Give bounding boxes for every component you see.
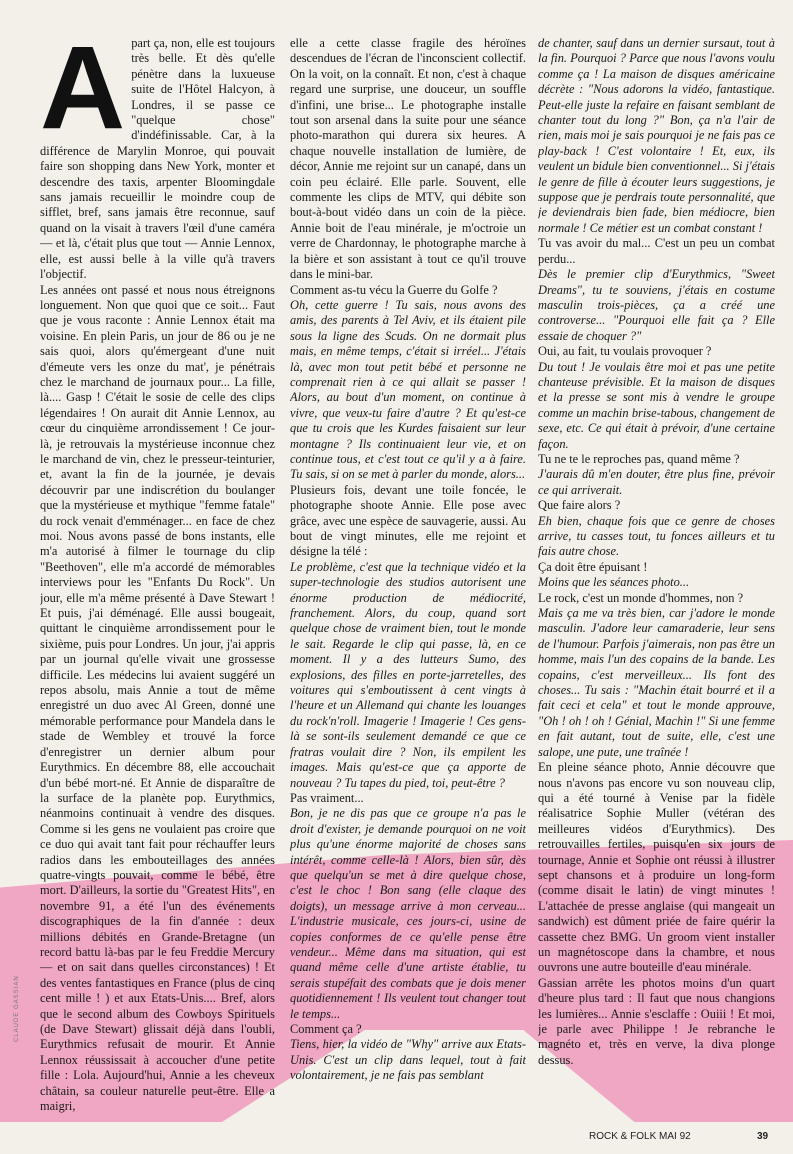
paragraph: Plusieurs fois, devant une toile foncée, le photographe shoote Annie. Elle pose avec grâce, avec une espèce de sauvagerie, aussi. Au bout de vingt minutes, elle me rejoint et désigne la télé : (290, 482, 526, 559)
paragraph: Que faire alors ? (538, 498, 621, 513)
interview-answer: Du tout ! Je voulais être moi et pas une petite chanteuse prévisible. Et la maison de disques et la presse se sont mis à vendre le groupe comme un machin brise-tabous, changement de sexe, etc. Ce qui était à prévoir, d'une certaine façon. (538, 359, 775, 451)
paragraph: Gassian arrête les photos moins d'un quart d'heure plus tard : Il faut que nous changions les lumières... Annie s'esclaffe : Ouiii ! Et moi, je parle avec Philippe ! Je rebranche le magnéto et, très en verve, la diva plonge dessus. (538, 975, 775, 1067)
interview-answer: Le problème, c'est que la technique vidéo et la super-technologie des studios autorisent une énorme production de médiocrité, franchement. Alors, du coup, quand sort quelque chose de vraiment bien, tout le monde le sait. Regarde le clip qui passe, là, en ce moment. Il y a des lutteurs Sumo, des explosions, des filles en porte-jarretelles, des voitures qui s'emboutissent à cent vingts à l'heure et un Allemand qui chante les louanges du rock'n'roll. Imagerie ! Imagerie ! Ces gens-là se sont-ils seulement demandé ce que ce fratras voulait dire ? Non, ils empilent les images. Mais qu'est-ce que ça apporte de nouveau ? Tu tapes du pied, toi, peut-être ? (290, 559, 526, 790)
paragraph: Comment ça ? (290, 1022, 362, 1036)
interview-answer: Tiens, hier, la vidéo de "Why" arrive aux Etats-Unis. C'est un clip dans lequel, tout à fait volontairement, je ne fais pas semblant (290, 1037, 526, 1083)
paragraph: Ça doit être épuisant ! (538, 559, 648, 574)
interview-answer: de chanter, sauf dans un dernier sursaut, tout à la fin. Pourquoi ? Parce que nous l'avons voulu comme ça ! La maison de disques américaine décrète : "Nous adorons la vidéo, fantastique. Peut-elle juste la refaire en faisant semblant de chanter tout du long ?" Bon, ça n'a l'air de rien, mais moi je sais pourquoi je ne fais pas ce play-back ! C'est volontaire ! Et, eux, ils veulent un bidule bien conventionnel... Si j'étais le genre de fille à écouter leurs suggestions, je suppose que je perdrais toute personnalité, que je deviendrais bien fade, bien médiocre, bien normale ! Ce métier est un combat constant ! (538, 36, 775, 235)
interview-answer: Moins que les séances photo... (538, 575, 690, 590)
drop-cap: A (40, 36, 126, 154)
article-column-1 (40, 36, 275, 1121)
footer-magazine: ROCK & FOLK MAI 92 (589, 1131, 691, 1142)
paragraph: Tu vas avoir du mal... C'est un peu un combat perdu... (538, 236, 775, 266)
interview-answer: Bon, je ne dis pas que ce groupe n'a pas le droit d'exister, je demande pourquoi on ne voit plus qu'une énorme majorité de choses sans intérêt, comme celle-là ! Alors, bien sûr, dès que quelqu'un se met à dire quelque chose, c'est le choc ! Bon sang (elle claque des doigts), un message arrive à mon cerveau... L'industrie musicale, ces jours-ci, usine de copies conformes de ce qu'elle pense être vendeur... Même dans ma situation, qui est quand même celle d'une artiste établie, tu serais stupéfait des combats que je dois mener quotidiennement ! Ils veulent tout changer tout le temps... (290, 806, 526, 1021)
interview-answer: Eh bien, chaque fois que ce genre de choses arrive, tu casses tout, tu fonces ailleurs et tu fais autre chose. (538, 513, 775, 559)
paragraph: Les années ont passé et nous nous étreignons longuement. Non que quoi que ce soit... Faut que je vous raconte : Annie Lennox était ma voisine. En plein Paris, un jour de 86 ou je ne sais quoi, alors qu'émergeant d'une nuit d'émeute vers les onze du mat', je pénétrais chez le marchand de journaux pour... La fille, là.... Gasp ! C'était le sosie de celle des clips légendaires ! On aurait dit Annie Lennox, au cœur du cinquième arrondissement ! Ce jour-là, je retrouvais la mystérieuse inconnue chez le marchand de vin, chez le presseur-teinturier, et, avant la fin de la journée, je devais découvrir par une indiscrétion du boulanger que la mystérieuse et mythique "femme fatale" du rock venait d'emménager... en face de chez moi. Nous avons passé de bons instants, elle m'a autorisé à filmer le tournage du clip "Beethoven", elle m'a accordé de mémorables interviews pour les "Enfants Du Rock". Un jour, elle m'a même présenté à Dave Stewart ! Et puis, j'ai déménagé. Elle aussi bougeait, quittant le cinquième arrondissement pour le sixième, puis pour Londres. Un jour, j'ai appris par un journal qu'elle vivait une grossesse difficile. Les médecins lui avaient suggéré un repos absolu, mais Annie a tout de même enregistré un duo avec Al Green, donné une mémorable performance pour Mandela dans le stade de Wembley et trouvé la force d'enregistrer un dernier album pour Eurythmics. En décembre 88, elle accouchait d'un bébé mort-né. Et Annie de disparaître de la surface de la planète pop. Eurythmics, néanmoins continuait à vendre des disques. Comme si les gens ne voulaient pas croire que ce duo qui avait tant fait pour réchauffer leurs radios dans les embouteillages des années quatre-vingts pouvait, comme le bébé, être mort. D'ailleurs, la sortie du "Greatest Hits", en novembre 91, a été l'un des événements discographiques de la fin d'année : deux millions débités en Grande-Bretagne (un record battu là-bas par le feu Freddie Mercury — et on sait dans quelles circonstances) ! Et des ventes fantastiques en France (plus de cinq cent mille ! ) et aux Etats-Unis.... Bref, alors que le second album des Cowboys Spirituels (de Dave Stewart) glissait déjà dans l'oubli, Eurythmics refusait de mourir. Et Annie Lennox réussissait à accoucher d'une petite fille : Lola. Aujourd'hui, Annie a les cheveux châtain, sa couleur naturelle peut-être. Elle a maigri, (40, 282, 275, 1114)
interview-answer: Mais ça me va très bien, car j'adore le monde masculin. J'adore leur camaraderie, leur sens de l'humour. Parfois j'aimerais, non pas être un homme, mais l'un des copains de la bande. Les copains, c'est merveilleux... Ils font des choses... Tu sais : "Machin était bourré et il a fait ceci et cela" et tout le monde approuve, "Oh ! oh ! oh ! Génial, Machin !" Si une femme en fait autant, tout de suite, elle, c'est une salope, une pute, une traînée ! (538, 606, 775, 759)
article-column-2 (290, 36, 526, 1121)
paragraph: part ça, non, elle est toujours très belle. Et dès qu'elle pénètre dans la luxueuse suite de l'Hôtel Halcyon, à Londres, il se passe ce "quelque chose" d'indéfinissable. Car, à la différence de Marylin Monroe, qui pouvait faire son shopping dans New York, monter et descendre des taxis, arpenter Bloomingdale sans jamais recueillir le moindre coup de sifflet, bref, sans jamais être reconnue, sauf quand on la visait à travers l'œil d'une caméra — et là, c'était plus que tout — Annie Lennox, elle, est aussi belle à la ville qu'à travers l'objectif. (40, 36, 275, 282)
paragraph: Pas vraiment... (290, 790, 364, 805)
article-column-3 (538, 36, 775, 1121)
paragraph: Oui, au fait, tu voulais provoquer ? (538, 344, 712, 359)
paragraph: En pleine séance photo, Annie découvre que nous n'avons pas encore vu son nouveau clip, qui a été tourné à Venise par la fidèle réalisatrice Sophie Muller (vétéran des meilleures vidéos d'Eurythmics). Des retrouvailles fertiles, puisqu'en six jours de tournage, Annie et Sophie ont réussi à illustrer sept chansons et à produire un long-form (comme disait le latin) de vingt minutes ! L'attachée de presse anglaise (qui mangeait un sandwich) est dûment priée de faire quérir la cassette chez BMG. Un groom vient installer un magnétoscope dans la chambre, et nous ouvrons une autre bouteille d'eau minérale. (538, 760, 775, 975)
paragraph: Tu ne te le reproches pas, quand même ? (538, 451, 740, 466)
interview-answer: Oh, cette guerre ! Tu sais, nous avons des amis, des parents à Tel Aviv, et ils étaient pile sous la ligne des Scuds. On ne dormait plus mais, en même temps, c'était si irréel... J'étais là, avec mon tout petit bébé et personne ne comprenait rien à ce qui allait se passer ! Alors, au bout d'un moment, on continue à vivre, que veux-tu faire d'autre ? Et qu'est-ce que tu crois que les Kurdes faisaient sur leur montagne ? Ils continuaient leur vie, et on continue tous, et c'est tout ce qu'il y a à faire. Tu sais, si on se met à parler du monde, alors... (290, 297, 526, 482)
paragraph: Comment as-tu vécu la Guerre du Golfe ? (290, 282, 498, 297)
interview-answer: Dès le premier clip d'Eurythmics, "Sweet Dreams", tu te souviens, j'étais en costume masculin trois-pièces, ça a créé une controverse... "Pourquoi elle fait ça ? Elle essaie de choquer ?" (538, 267, 775, 343)
paragraph: Le rock, c'est un monde d'hommes, non ? (538, 590, 744, 605)
paragraph: elle a cette classe fragile des héroïnes descendues de l'écran de l'inconscient collectif. On la voit, on la connaît. Et non, c'est à chaque regard une surprise, une douceur, un souffle d'infini, une brise... Le photographe installe tout son arsenal dans la suite pour une séance photo-marathon qui durera six heures. A chaque nouvelle installation de lumière, de décor, Annie me rejoint sur un canapé, dans un coin peu éclairé. Elle parle. Souvent, elle commente les clips de MTV, qui débite son bout-à-bout vidéo dans un coin de la pièce. Annie boit de l'eau minérale, je m'octroie un verre de Chardonnay, le photographe marche à la bière et son assistant à tout ce qu'il trouve dans le mini-bar. (290, 36, 526, 282)
page-number: 39 (757, 1131, 769, 1142)
interview-answer: J'aurais dû m'en douter, être plus fine, prévoir ce qui arriverait. (538, 467, 775, 497)
photo-credit: CLAUDE GASSIAN (14, 975, 20, 1042)
